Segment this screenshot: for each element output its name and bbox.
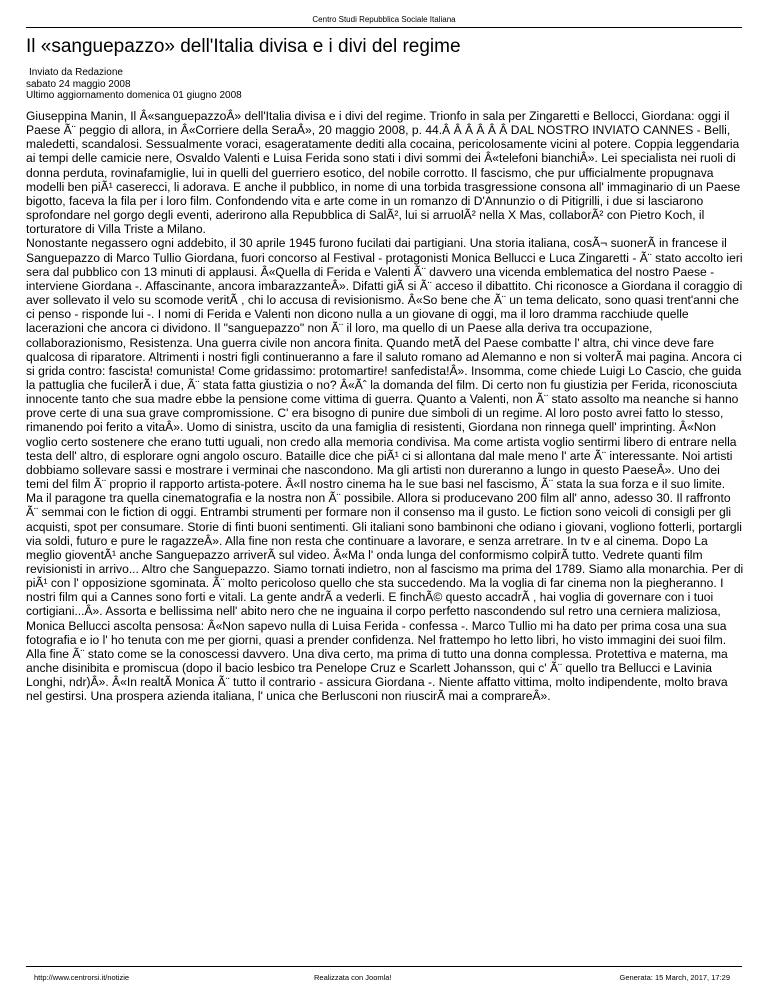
footer-credit: Realizzata con Joomla! <box>314 973 392 982</box>
article-author: Inviato da Redazione <box>29 67 123 78</box>
footer-generated: Generata: 15 March, 2017, 17:29 <box>619 973 730 982</box>
article-date: sabato 24 maggio 2008 <box>26 78 131 90</box>
header-divider <box>26 27 742 28</box>
page-header-site-name: Centro Studi Repubblica Sociale Italiana <box>312 15 456 24</box>
page-footer <box>26 973 742 985</box>
footer-url[interactable]: http://www.centrorsi.it/notizie <box>34 973 130 982</box>
article-meta <box>26 67 742 102</box>
article-paragraph: Giuseppina Manin, Il Â«sanguepazzoÂ» dell'Italia divisa e i divi del regime. Trionfo in sala per Zingaretti e Bellocci, Giordana: oggi il Paese Ã¨ peggio di allora, in Â«Corriere della SeraÂ», 20 maggio 2008, p. 44.Â Â Â Â Â Â DAL NOSTRO INVIATO CANNES - Belli, maledetti, scandalosi. Sessualmente voraci, esageratamente dediti alla cocaina, pericolosamente vicini al potere. Coppia leggendaria ai tempi delle camicie nere, Osvaldo Valenti e Luisa Ferida sono stati i divi sommi dei Â«telefoni bianchiÂ». Lei specialista nei ruoli di donna perduta, rovinafamiglie, lui in quelli del guerriero esotico, del nobile corrotto. Il fascismo, che pur ufficialmente propugnava modelli ben piÃ¹ caserecci, li adorava. E anche il pubblico, in nome di una torbida trasgressione consona all' immaginario di un Paese bigotto, faceva la fila per i loro film. Confondendo vita e arte come in un romanzo di D'Annunzio o di Pitigrilli, i due si lasciarono sprofondare nel gorgo degli eventi, aderirono alla Repubblica di SalÃ², lui si arruolÃ² nella X Mas, collaborÃ² con Pietro Koch, il torturatore di Villa Triste a Milano. <box>26 109 741 237</box>
article-title: Il «sanguepazzo» dell'Italia divisa e i divi del regime <box>26 36 461 57</box>
footer-divider <box>26 966 742 967</box>
article-body <box>26 109 744 704</box>
article-updated: Ultimo aggiornamento domenica 01 giugno 2008 <box>26 90 242 101</box>
article-paragraph: Nonostante negassero ogni addebito, il 30 aprile 1945 furono fucilati dai partigiani. Una storia italiana, cosÃ¬ suonerÃ in francese il Sanguepazzo di Marco Tullio Giordana, fuori concorso al Festival - protagonisti Monica Bellucci e Luca Zingaretti - Ã¨ stato accolto ieri sera dal pubblico con 13 minuti di applausi. Â«Quella di Ferida e Valenti Ã¨ davvero una vicenda emblematica del nostro Paese - interviene Giordana -. Affascinante, ancora imbarazzanteÂ». Difatti giÃ si Ã¨ acceso il dibattito. Chi riconosce a Giordana il coraggio di aver sollevato il velo su scomode veritÃ , chi lo accusa di revisionismo. Â«So bene che Ã¨ un tema delicato, sono quasi trent'anni che ci penso - risponde lui -. I nomi di Ferida e Valenti non dicono nulla a un giovane di oggi, ma il loro dramma racchiude quelle lacerazioni che ancora ci dividono. Il "sanguepazzo" non Ã¨ il loro, ma quello di un Paese alla deriva tra occupazione, collaborazionismo, Resistenza. Una guerra civile non ancora finita. Quando metÃ del Paese combatte l' altra, chi vince deve fare qualcosa di riparatore. Altrimenti i nostri figli continueranno a fare il saluto romano ad Alemanno e non si volterÃ mai pagina. Ancora ci si grida contro: fascista! comunista! Come gridassimo: protomartire! sanfedista!Â». Insomma, come chiede Luigi Lo Cascio, che guida la pattuglia che fucilerÃ i due, Ã¨ stata fatta giustizia o no? Â«Ãˆ la domanda del film. Di certo non fu giustizia per Ferida, riconosciuta innocente tanto che sua madre ebbe la pensione come vittima di guerra. Quanto a Valenti, non Ã¨ stato assolto ma neanche si hanno prove certe di una sua grave compromissione. C' era bisogno di punire due simboli di un regime. Al loro posto avrei fatto lo stesso, rimanendo poi ferito a vitaÂ». Uomo di sinistra, uscito da una famiglia di resistenti, Giordana non rinnega quell' imprinting. Â«Non voglio certo sostenere che erano tutti uguali, non credo alla memoria condivisa. Ma come artista voglio sentirmi libero di entrare nella testa dell' altro, di esplorare ogni angolo oscuro. Bataille dice che piÃ¹ ci si allontana dal male meno l' arte Ã¨ interessante. Noi artisti dobbiamo sollevare sassi e mostrare i verminai che nascondono. Ma gli artisti non dureranno a lungo in questo PaeseÂ». Uno dei temi del film Ã¨ proprio il rapporto artista-potere. Â«Il nostro cinema ha le sue basi nel fascismo, Ã¨ stata la sua forza e il suo limite. Ma il paragone tra quella cinematografia e la nostra non Ã¨ possibile. Allora si producevano 200 film all' anno, adesso 30. Il raffronto Ã¨ semmai con le fiction di oggi. Entrambi strumenti per formare non il consenso ma il gusto. Le fiction sono veicoli di consigli per gli acquisti, spot per consumare. Storie di finti buoni sentimenti. Gli italiani sono bambinoni che odiano i giovani, vogliono fotterli, portargli via soldi, futuro e pure le ragazzeÂ». Alla fine non resta che continuare a lavorare, e senza arretrare. In tv e al cinema. Dopo La meglio gioventÃ¹ anche Sanguepazzo arriverÃ sul video. Â«Ma l' onda lunga del conformismo colpirÃ tutto. Vedrete quanti film revisionisti in arrivo... Altro che Sanguepazzo. Siamo tornati indietro, non al fascismo ma prima del 1789. Siamo alla monarchia. Per di piÃ¹ con l' opposizione sgominata. Ã¨ molto pericoloso quello che sta succedendo. Ma la voglia di far cinema non la piegheranno. I nostri film qui a Cannes sono forti e vitali. La gente andrÃ a vederli. E finchÃ© questo accadrÃ , hai voglia di governare con i tuoi cortigiani...Â». Assorta e bellissima nell' abito nero che ne inguaina il corpo perfetto nascondendo sul retro una cerniera maliziosa, Monica Bellucci ascolta pensosa: Â«Non sapevo nulla di Luisa Ferida - confessa -. Marco Tullio mi ha dato per prima cosa una sua fotografia e io l' ho tenuta con me per giorni, quasi a prender confidenza. Nel frattempo ho letto libri, ho visto immagini dei suoi film. Alla fine Ã¨ stato come se la conoscessi davvero. Una diva certo, ma prima di tutto una donna complessa. Protettiva e materna, ma anche disinibita e promiscua (dopo il bacio lesbico tra Penelope Cruz e Scarlett Johansson, qui c' Ã¨ quello tra Bellucci e Lavinia Longhi, ndr)Â». Â«In realtÃ Monica Ã¨ tutto il contrario - assicura Giordana -. Niente affatto vittima, molto indipendente, molto brava nel gestirsi. Una prospera azienda italiana, l' unica che Berlusconi non riuscirÃ mai a comprareÂ». <box>26 236 744 704</box>
